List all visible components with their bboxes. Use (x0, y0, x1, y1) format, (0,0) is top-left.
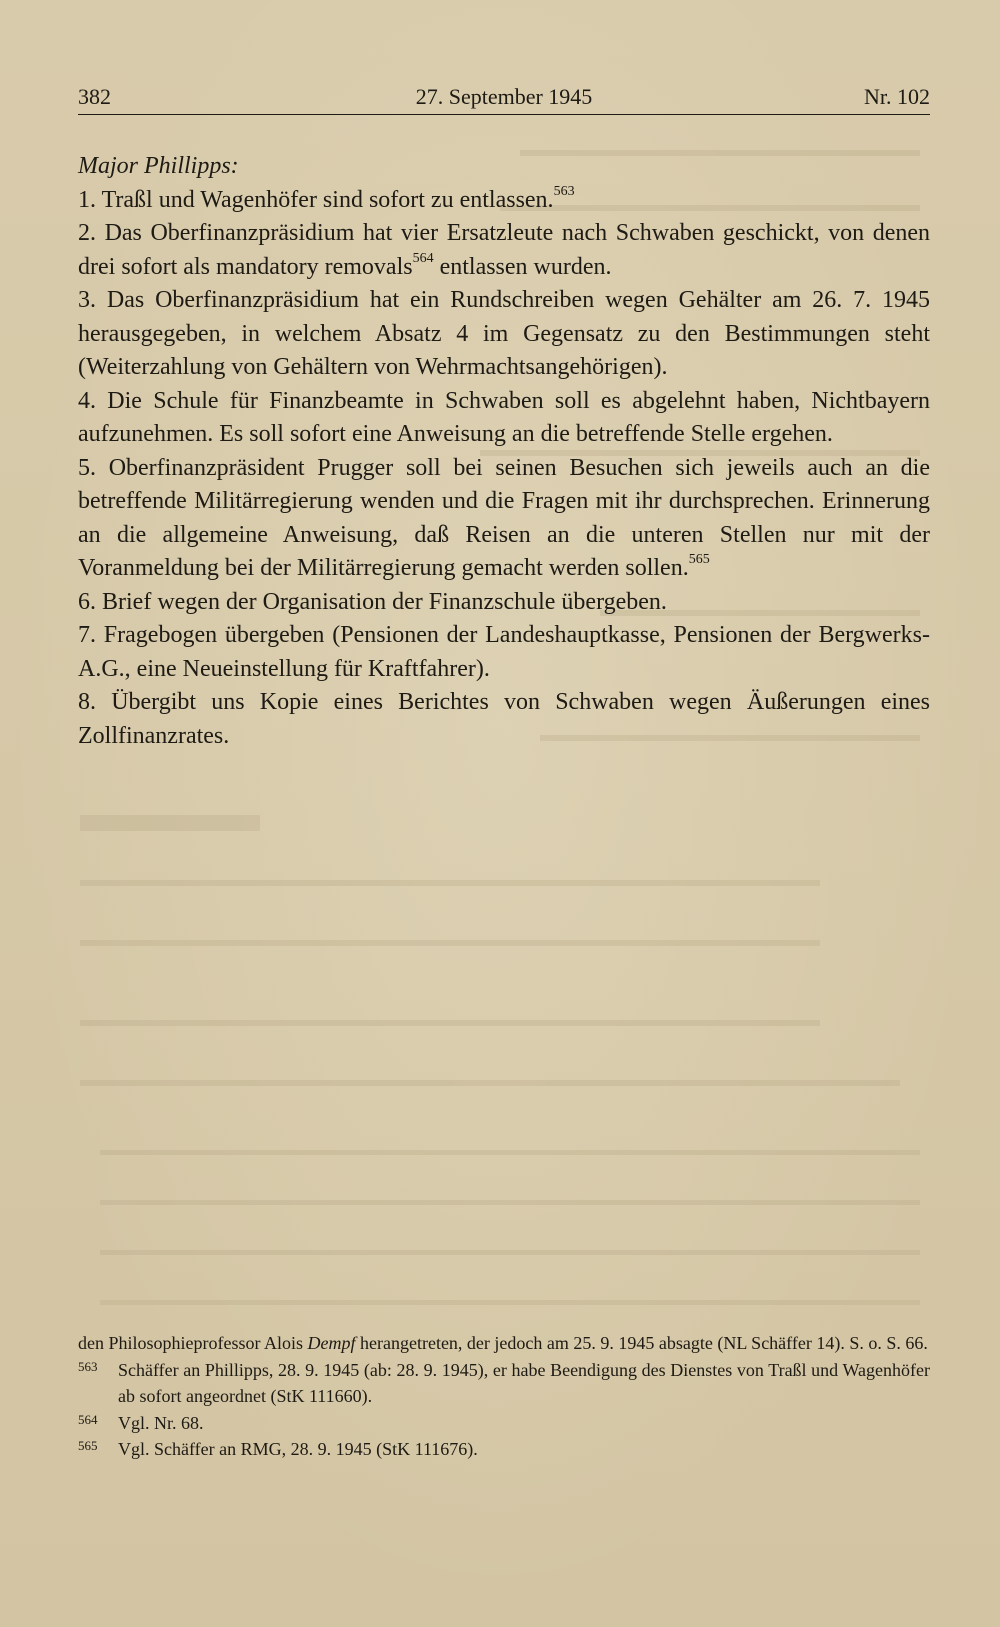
header-rule (78, 114, 930, 115)
list-item: 1. Traßl und Wagenhöfer sind sofort zu entlassen.$^{563}$ (78, 183, 575, 213)
footnotes (78, 1330, 930, 1463)
footnote-ref[interactable]: 565 (688, 552, 710, 567)
footnote-number: 564 (78, 1411, 98, 1427)
footnote-number: 563 (78, 1358, 98, 1374)
list-item: 8. Übergibt uns Kopie eines Berichtes von Schwaben wegen Äußerungen eines Zollfinanzrates. (78, 689, 930, 749)
header-date: 27. September 1945 (415, 84, 593, 109)
footnote: 565 Vgl. Schäffer an RMG, 28. 9. 1945 (StK 111676). (78, 1438, 478, 1459)
footnote-continuation: den Philosophieprofessor Alois Dempf herangetreten, der jedoch am 25. 9. 1945 absagte (NL Schäffer 14). S. o. S. 66. (78, 1333, 928, 1353)
list-item: 5. Oberfinanzpräsident Prugger soll bei seinen Besuchen sich jeweils auch an die betreffende Militärregierung wenden und die Fragen mit ihr durchsprechen. Erinnerung an die allgemeine Anweisung, daß Reisen an die unteren Stellen nur mit der Voranmeldung bei der Militärregierung gemacht werden sollen.$^{565}$ (78, 454, 930, 581)
list-item: 2. Das Oberfinanzpräsidium hat vier Ersatzleute nach Schwaben geschickt, von denen drei sofort als mandatory removals$^{564}$ entlassen wurden. (78, 220, 930, 280)
running-header (78, 84, 930, 118)
document-number: Nr. 102 (864, 84, 930, 109)
list-item: 4. Die Schule für Finanzbeamte in Schwaben soll es abgelehnt haben, Nichtbayern aufzunehmen. Es soll sofort eine Anweisung an die betreffende Stelle ergehen. (78, 387, 930, 447)
speaker-label: Major Phillipps: (78, 153, 239, 179)
footnote: 563 Schäffer an Phillipps, 28. 9. 1945 (ab: 28. 9. 1945), er habe Beendigung des Dienstes von Traßl und Wagenhöfer ab sofort angeordnet (StK 111660). (78, 1358, 930, 1406)
list-item: 3. Das Oberfinanzpräsidium hat ein Rundschreiben wegen Gehälter am 26. 7. 1945 herausgegeben, in welchem Absatz 4 im Gegensatz zu den Bestimmungen steht (Weiterzahlung von Gehältern von Wehrmachtsangehörigen). (78, 287, 930, 380)
footnote-ref[interactable]: 563 (553, 183, 575, 199)
footnote: 564 Vgl. Nr. 68. (78, 1411, 204, 1433)
footnote-ref[interactable]: 564 (412, 250, 434, 266)
list-item: 6. Brief wegen der Organisation der Finanzschule übergeben. (78, 588, 667, 615)
list-item: 7. Fragebogen übergeben (Pensionen der Landeshauptkasse, Pensionen der Bergwerks-A.G., eine Neueinstellung für Kraftfahrer). (78, 622, 930, 682)
footnote-number: 565 (78, 1438, 98, 1453)
page-number: 382 (78, 84, 111, 109)
main-text (78, 150, 930, 753)
